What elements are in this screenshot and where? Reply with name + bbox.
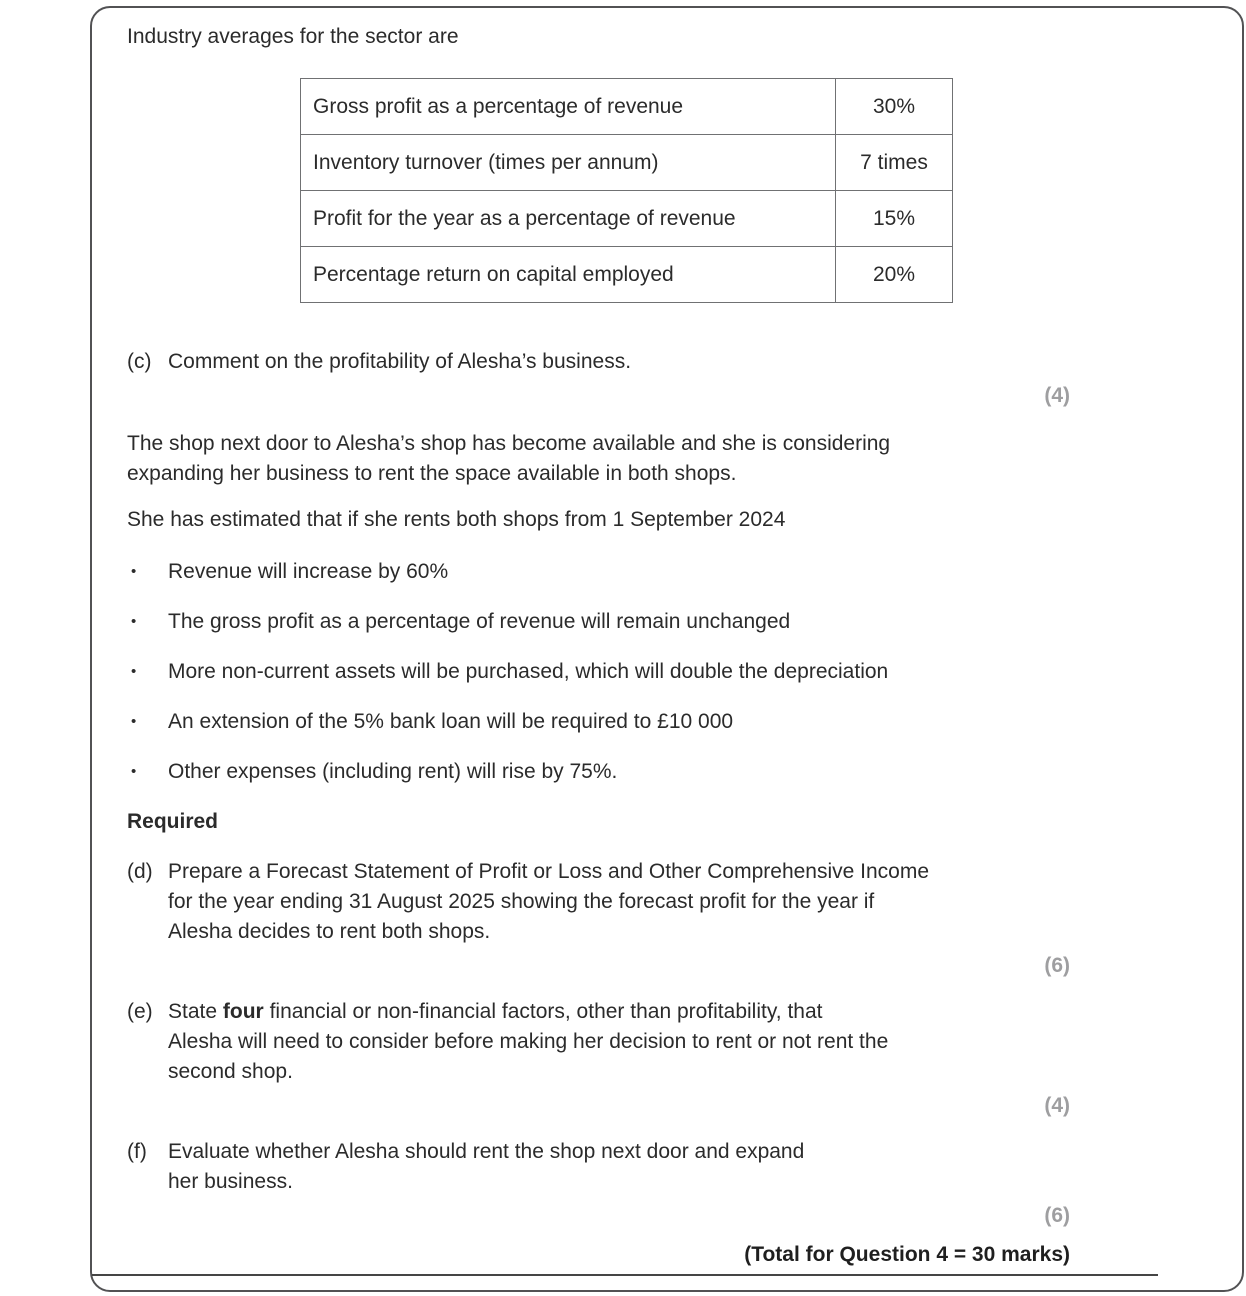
part-e-text-after: financial or non-financial factors, other than profitability, that xyxy=(269,1000,823,1023)
table-row-2 xyxy=(301,135,953,191)
question-part-f xyxy=(127,1137,1070,1197)
assumptions-bullet-list xyxy=(127,557,1070,787)
question-border-box xyxy=(90,6,1244,1292)
part-f-text: Evaluate whether Alesha should rent the shop next door and expand her business. xyxy=(168,1140,805,1193)
part-e-text xyxy=(168,997,1070,1087)
row-value: 20% xyxy=(836,247,953,303)
bullet-item-3 xyxy=(127,657,1070,687)
part-e-label: (e) xyxy=(127,1000,153,1023)
part-e-bold-word: four xyxy=(222,1000,264,1023)
part-d-text: Prepare a Forecast Statement of Profit or Loss and Other Comprehensive Income for the year ending 31 August 2025 showing the forecast profit for the year if Alesha decides to rent both shops. xyxy=(168,860,930,943)
table-row-1 xyxy=(301,79,953,135)
part-d-label: (d) xyxy=(127,860,153,883)
marks-part-e: (4) xyxy=(1044,1094,1070,1117)
bullet-text: Other expenses (including rent) will rise by 75%. xyxy=(168,760,618,783)
row-value: 7 times xyxy=(836,135,953,191)
bullet-marker: • xyxy=(131,713,137,730)
row-value: 15% xyxy=(836,191,953,247)
intro-text: Industry averages for the sector are xyxy=(127,25,459,48)
bullet-text: Revenue will increase by 60% xyxy=(168,560,449,583)
bullet-text: More non-current assets will be purchased, which will double the depreciation xyxy=(168,660,889,683)
row-label: Percentage return on capital employed xyxy=(301,247,836,303)
bullet-item-2 xyxy=(127,607,1070,637)
bullet-text: The gross profit as a percentage of revenue will remain unchanged xyxy=(168,610,791,633)
part-c-label: (c) xyxy=(127,350,152,373)
total-marks-line: (Total for Question 4 = 30 marks) xyxy=(744,1243,1070,1266)
table-row-4 xyxy=(301,247,953,303)
bullet-item-4 xyxy=(127,707,1070,737)
row-label: Profit for the year as a percentage of revenue xyxy=(301,191,836,247)
paragraph-estimate: She has estimated that if she rents both shops from 1 September 2024 xyxy=(127,508,786,531)
marks-part-f: (6) xyxy=(1044,1204,1070,1227)
part-e-line-1 xyxy=(168,997,1070,1027)
bullet-marker: • xyxy=(131,763,137,780)
part-e-text-before: State xyxy=(168,1000,218,1023)
question-separator-line xyxy=(92,1274,1158,1276)
table-row-3 xyxy=(301,191,953,247)
bullet-marker: • xyxy=(131,663,137,680)
bullet-item-5 xyxy=(127,757,1070,787)
required-heading: Required xyxy=(127,810,219,833)
paragraph-shop-next-door: The shop next door to Alesha’s shop has become available and she is considering expanding her business to rent the space available in both shops. xyxy=(127,432,891,485)
question-part-d xyxy=(127,857,1070,947)
marks-part-c: (4) xyxy=(1044,384,1070,407)
part-c-text: Comment on the profitability of Alesha’s business. xyxy=(168,350,632,373)
row-label: Gross profit as a percentage of revenue xyxy=(301,79,836,135)
bullet-marker: • xyxy=(131,613,137,630)
marks-part-d: (6) xyxy=(1044,954,1070,977)
bullet-item-1 xyxy=(127,557,1070,587)
question-part-e xyxy=(127,997,1070,1087)
part-e-lines-rest: Alesha will need to consider before making her decision to rent or not rent the second shop. xyxy=(168,1030,889,1083)
row-label: Inventory turnover (times per annum) xyxy=(301,135,836,191)
bullet-text: An extension of the 5% bank loan will be required to £10 000 xyxy=(168,710,734,733)
industry-averages-table xyxy=(300,78,953,303)
bullet-marker: • xyxy=(131,563,137,580)
question-part-c xyxy=(127,347,1070,377)
row-value: 30% xyxy=(836,79,953,135)
part-f-label: (f) xyxy=(127,1140,147,1163)
